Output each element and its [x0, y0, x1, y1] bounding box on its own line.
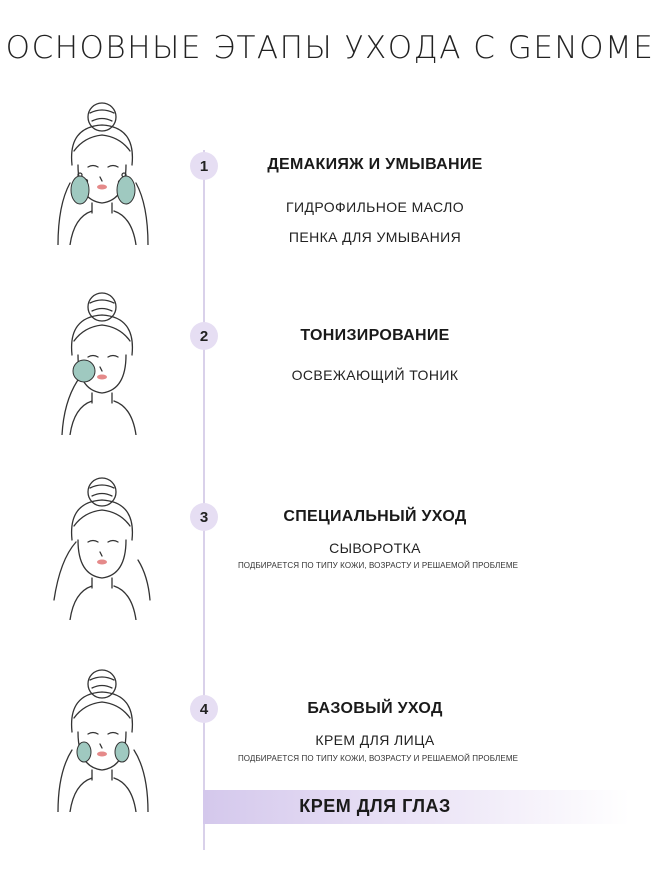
- step-note: ПОДБИРАЕТСЯ ПО ТИПУ КОЖИ, ВОЗРАСТУ И РЕШАЕМОЙ ПРОБЛЕМЕ: [237, 754, 519, 763]
- step-title: БАЗОВЫЙ УХОД: [307, 700, 443, 717]
- step-title: ТОНИЗИРОВАНИЕ: [300, 327, 450, 344]
- step-product: ГИДРОФИЛЬНОЕ МАСЛО: [286, 199, 464, 215]
- step-number-badge: 1: [190, 152, 218, 180]
- woman-applying-toner-icon: [40, 285, 165, 435]
- final-step-label: КРЕМ ДЛЯ ГЛАЗ: [299, 796, 451, 816]
- step-number-badge: 2: [190, 322, 218, 350]
- step-product: ОСВЕЖАЮЩИЙ ТОНИК: [291, 367, 459, 383]
- woman-applying-cream-icon: [40, 662, 165, 812]
- step-title: СПЕЦИАЛЬНЫЙ УХОД: [283, 508, 467, 525]
- step-product: СЫВОРОТКА: [329, 540, 421, 556]
- step-number-badge: 4: [190, 695, 218, 723]
- page-title: ОСНОВНЫЕ ЭТАПЫ УХОДА С GENOME: [5, 30, 655, 66]
- woman-applying-serum-icon: [40, 470, 165, 620]
- step-number-badge: 3: [190, 503, 218, 531]
- step-note: ПОДБИРАЕТСЯ ПО ТИПУ КОЖИ, ВОЗРАСТУ И РЕШАЕМОЙ ПРОБЛЕМЕ: [237, 561, 519, 570]
- step-title: ДЕМАКИЯЖ И УМЫВАНИЕ: [267, 156, 483, 173]
- timeline-line: [203, 150, 205, 850]
- woman-washing-face-icon: [40, 95, 165, 245]
- step-product: ПЕНКА ДЛЯ УМЫВАНИЯ: [288, 229, 462, 245]
- step-product: КРЕМ ДЛЯ ЛИЦА: [315, 732, 435, 748]
